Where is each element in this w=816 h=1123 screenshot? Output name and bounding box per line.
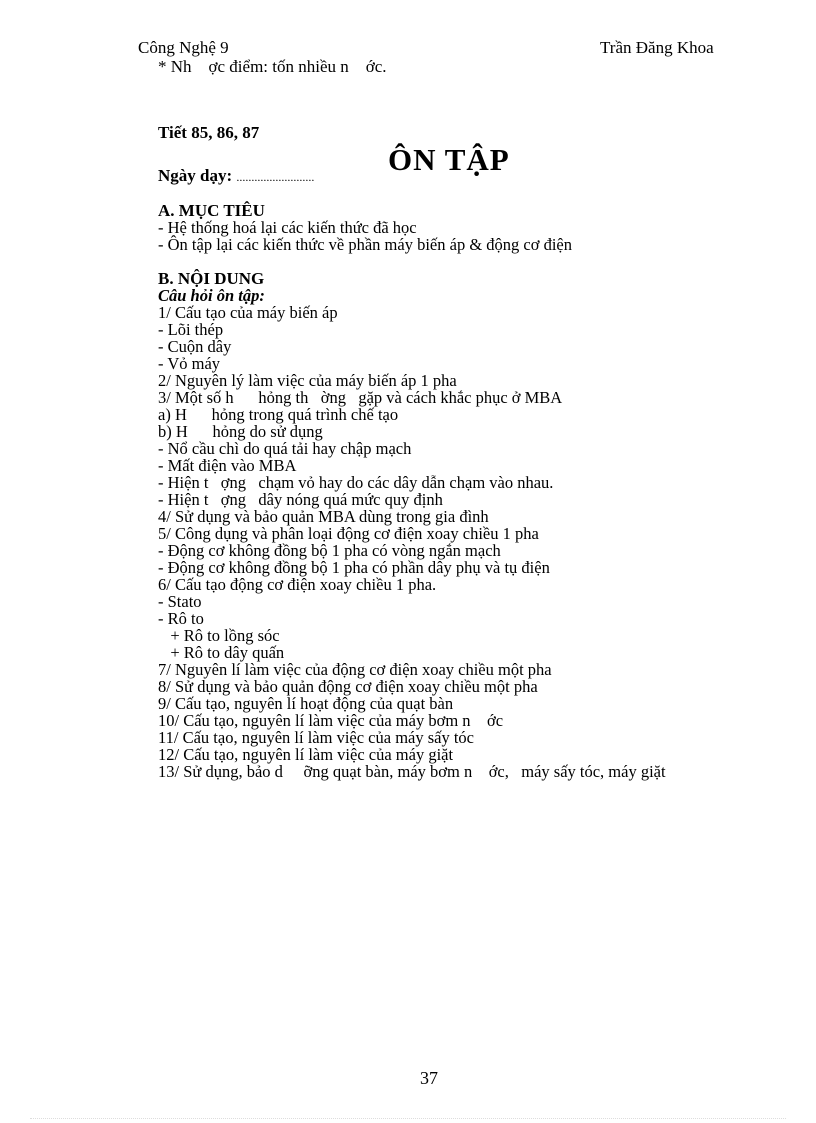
text-line: 6/ Cấu tạo động cơ điện xoay chiều 1 pha. [158, 575, 437, 594]
text-line: b) H hỏng do sử dụng [158, 422, 323, 441]
text-line: 7/ Nguyên lí làm việc của động cơ điện xoay chiều một pha [158, 660, 552, 679]
text-line: - Cuộn dây [158, 337, 232, 356]
header-subject: Công Nghệ 9 [138, 38, 229, 57]
lesson-periods: Tiết 85, 86, 87 [158, 123, 260, 142]
text-line: + Rô to lồng sóc [158, 626, 280, 645]
lesson-date [158, 166, 314, 186]
text-line: - Hệ thống hoá lại các kiến thức đã học [158, 218, 417, 237]
text-line: - Hiện t ợng dây nóng quá mức quy định [158, 490, 443, 509]
text-line: 12/ Cấu tạo, nguyên lí làm việc của máy giặt [158, 745, 454, 764]
header-author: Trần Đăng Khoa [600, 38, 714, 57]
section-b-heading: B. NỘI DUNG [158, 269, 265, 288]
text-line: 3/ Một số h hỏng th ờng gặp và cách khắc phục ở MBA [158, 388, 563, 407]
text-line: 13/ Sử dụng, bảo d ỡng quạt bàn, máy bơm n ớc, máy sấy tóc, máy giặt [158, 762, 666, 781]
text-line: + Rô to dây quấn [158, 643, 285, 662]
section-content [158, 270, 798, 780]
page-title: ÔN TẬP [388, 142, 510, 177]
text-line: 9/ Cấu tạo, nguyên lí hoạt động của quạt bàn [158, 694, 454, 713]
text-line: - Lõi thép [158, 320, 224, 339]
text-line: 1/ Cấu tạo của máy biến áp [158, 303, 338, 322]
text-line: - Hiện t ợng chạm vỏ hay do các dây dẫn chạm vào nhau. [158, 473, 554, 492]
date-label: Ngày dạy: [158, 166, 233, 185]
previous-content-line: * Nh ợc điểm: tốn nhiều n ớc. [158, 57, 387, 76]
section-a-heading: A. MỤC TIÊU [158, 201, 265, 220]
text-line: - Rô to [158, 609, 204, 628]
section-b-lines [158, 304, 798, 780]
text-line: - Mất điện vào MBA [158, 456, 297, 475]
text-line: 8/ Sử dụng và bảo quản động cơ điện xoay chiều một pha [158, 677, 538, 696]
text-line: - Động cơ không đồng bộ 1 pha có phần dây phụ và tụ điện [158, 558, 550, 577]
text-line: - Động cơ không đồng bộ 1 pha có vòng ngắn mạch [158, 541, 501, 560]
date-placeholder: .......................... [236, 170, 315, 184]
text-line: - Stato [158, 592, 202, 611]
text-line: 10/ Cấu tạo, nguyên lí làm việc của máy bơm n ớc [158, 711, 504, 730]
page-number: 37 [420, 1068, 438, 1088]
review-questions-heading: Câu hỏi ôn tập: [158, 286, 265, 305]
text-line: 4/ Sử dụng và bảo quản MBA dùng trong gia đình [158, 507, 489, 526]
footer-rule [30, 1118, 786, 1119]
section-a-lines [158, 219, 798, 253]
text-line: - Ôn tập lại các kiến thức về phần máy biến áp & động cơ điện [158, 235, 572, 254]
section-objectives [158, 202, 798, 253]
text-line: 5/ Công dụng và phân loại động cơ điện xoay chiều 1 pha [158, 524, 539, 543]
text-line: 2/ Nguyên lý làm việc của máy biến áp 1 pha [158, 371, 457, 390]
text-line: a) H hỏng trong quá trình chế tạo [158, 405, 399, 424]
text-line: - Nổ cầu chì do quá tải hay chập mạch [158, 439, 412, 458]
text-line: 11/ Cấu tạo, nguyên lí làm việc của máy sấy tóc [158, 728, 475, 747]
text-line: - Vỏ máy [158, 354, 221, 373]
